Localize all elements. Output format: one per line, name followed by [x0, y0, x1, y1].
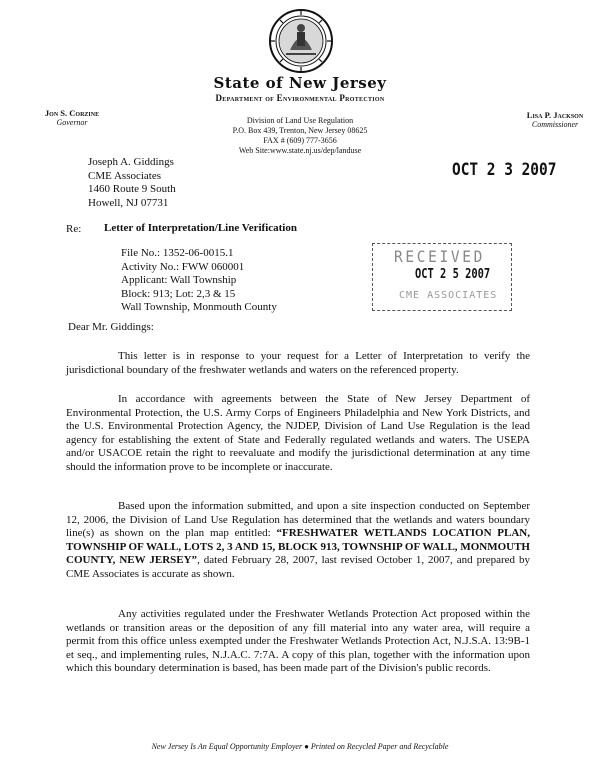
recipient-street: 1460 Route 9 South	[88, 183, 176, 195]
footer-note: New Jersey Is An Equal Opportunity Employer ● Printed on Recycled Paper and Recyclable	[151, 742, 449, 751]
received-stamp-bottom: CME ASSOCIATES	[399, 290, 498, 301]
file-info	[121, 247, 277, 315]
state-seal-icon	[268, 8, 334, 74]
fax-number: FAX # (609) 777-3656	[263, 136, 337, 145]
paragraph-1	[66, 350, 530, 377]
paragraph-2-text: In accordance with agreements between the State of New Jersey Department of Environmental Protection, the U.S. Army Corps of Engineers Philadelphia and New York Districts, and the U.S. Environmental Protection Agency, the NJDEP, Division of Land Use Regulation is the lead agency for establishing the extent of State and Federally regulated wetlands and waters. The USEPA and/or USACOE retain the right to reevaluate and modify the jurisdictional determination at any time should the information prove to be incomplete or inaccurate.	[66, 393, 530, 473]
location: Wall Township, Monmouth County	[121, 301, 277, 313]
commissioner-title: Commissioner	[531, 120, 579, 129]
web-site: Web Site:www.state.nj.us/dep/landuse	[238, 146, 362, 155]
date-stamp: OCT 2 3 2007	[452, 160, 557, 180]
state-name: State of New Jersey	[213, 74, 387, 92]
po-box: P.O. Box 439, Trenton, New Jersey 08625	[232, 126, 368, 135]
commissioner-block	[520, 110, 590, 130]
recipient-company: CME Associates	[88, 169, 162, 182]
governor-name: Jon S. Corzine	[44, 108, 100, 118]
received-stamp-date: OCT 2 5 2007	[415, 267, 491, 282]
block-lot: Block: 913; Lot: 2,3 & 15	[121, 287, 236, 300]
paragraph-3-text-c: , dated February 28, 2007, last revised October 1, 2007, and prepared by CME Associates is accurate as shown.	[66, 554, 530, 580]
recipient-address	[88, 156, 176, 210]
paragraph-3-text-a: Based upon the information submitted, and upon a site inspection conducted on September 12, 2006, the Division of Land Use Regulation has determined that the wetlands and waters boundary line(s) as shown on the plan map entitled:	[66, 500, 530, 540]
recipient-city: Howell, NJ 07731	[88, 196, 169, 209]
governor-block	[22, 108, 122, 128]
received-stamp	[372, 243, 512, 311]
paragraph-2	[66, 393, 530, 475]
activity-number: Activity No.: FWW 060001	[121, 260, 245, 273]
governor-title: Governor	[56, 118, 88, 127]
received-stamp-top: RECEIVED	[394, 247, 486, 266]
division-name: Division of Land Use Regulation	[246, 116, 354, 125]
paragraph-1-text: This letter is in response to your request for a Letter of Interpretation to verify the jurisdictional boundary of the freshwater wetlands and waters on the referenced property.	[66, 350, 530, 376]
commissioner-name: Lisa P. Jackson	[526, 110, 584, 120]
paragraph-4-text: Any activities regulated under the Freshwater Wetlands Protection Act proposed within the wetlands or transition areas or the deposition of any fill material into any water area, will require a permit from this office unless exempted under the Freshwater Wetlands Protection Act, N.J.S.A. 13:9B-1 et seq., and implementing rules, N.J.A.C. 7:7A. A copy of this plan, together with the information upon which this boundary determination is based, has been made part of the Division's public records.	[66, 608, 530, 675]
plan-title: “FRESHWATER WETLANDS LOCATION PLAN, TOWNSHIP OF WALL, LOTS 2, 3 AND 15, BLOCK 913, TOWNSHIP OF WALL, MONMOUTH COUNTY, NEW JERSEY”	[66, 527, 530, 567]
paragraph-3	[66, 500, 530, 582]
department-name: Department of Environmental Protection	[215, 93, 385, 103]
paragraph-4	[66, 608, 530, 676]
applicant: Applicant: Wall Township	[121, 274, 237, 286]
file-number: File No.: 1352-06-0015.1	[121, 247, 234, 259]
recipient-name: Joseph A. Giddings	[88, 156, 174, 168]
division-address	[190, 116, 410, 156]
re-subject: Letter of Interpretation/Line Verification	[104, 222, 297, 234]
re-label: Re:	[66, 223, 82, 235]
salutation: Dear Mr. Giddings:	[68, 321, 154, 333]
